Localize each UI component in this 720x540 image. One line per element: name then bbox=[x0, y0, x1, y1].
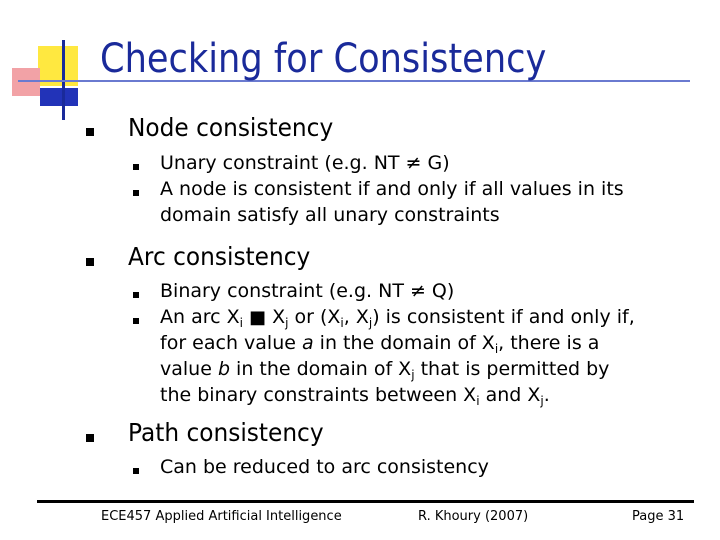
heading-path-consistency: Path consistency bbox=[128, 418, 324, 447]
arc-bullet-definition-line3: value b in the domain of $X_j$ that is permitted by bbox=[160, 358, 610, 382]
bullet-square-icon bbox=[86, 434, 94, 442]
node-bullet-unary: Unary constraint (e.g. NT ≠ G) bbox=[160, 152, 450, 174]
decor-blue-bar bbox=[40, 88, 78, 106]
bullet-square-icon bbox=[133, 468, 139, 474]
bullet-square-icon bbox=[86, 258, 94, 266]
bullet-square-icon bbox=[133, 164, 139, 170]
arc-bullet-binary: Binary constraint (e.g. NT ≠ Q) bbox=[160, 280, 455, 302]
bullet-square-icon bbox=[133, 190, 139, 196]
bullet-square-icon bbox=[133, 318, 139, 324]
slide-title: Checking for Consistency bbox=[100, 36, 547, 82]
node-bullet-definition-line2: domain satisfy all unary constraints bbox=[160, 204, 500, 226]
arc-bullet-definition-line2: for each value a in the domain of $X_i$, there is a bbox=[160, 332, 600, 356]
footer-divider bbox=[37, 500, 694, 503]
bullet-square-icon bbox=[86, 128, 94, 136]
arc-bullet-definition-line4: the binary constraints between $X_i$ and $X_j$. bbox=[160, 384, 550, 408]
arc-arrow-icon: ■ bbox=[249, 307, 267, 328]
heading-node-consistency: Node consistency bbox=[128, 113, 334, 142]
decor-pink-square bbox=[12, 68, 40, 96]
heading-arc-consistency: Arc consistency bbox=[128, 242, 311, 271]
footer-course: ECE457 Applied Artificial Intelligence bbox=[101, 509, 342, 524]
arc-bullet-definition-line1: An arc $X_i$ ■ $X_j$ or ($X_i$, $X_j$) is consistent if and only if, bbox=[160, 306, 635, 330]
node-bullet-definition-line1: A node is consistent if and only if all values in its bbox=[160, 178, 624, 200]
footer-page-number: Page 31 bbox=[632, 509, 685, 524]
path-bullet-reduce: Can be reduced to arc consistency bbox=[160, 456, 489, 478]
bullet-square-icon bbox=[133, 292, 139, 298]
footer-author: R. Khoury (2007) bbox=[418, 509, 529, 524]
